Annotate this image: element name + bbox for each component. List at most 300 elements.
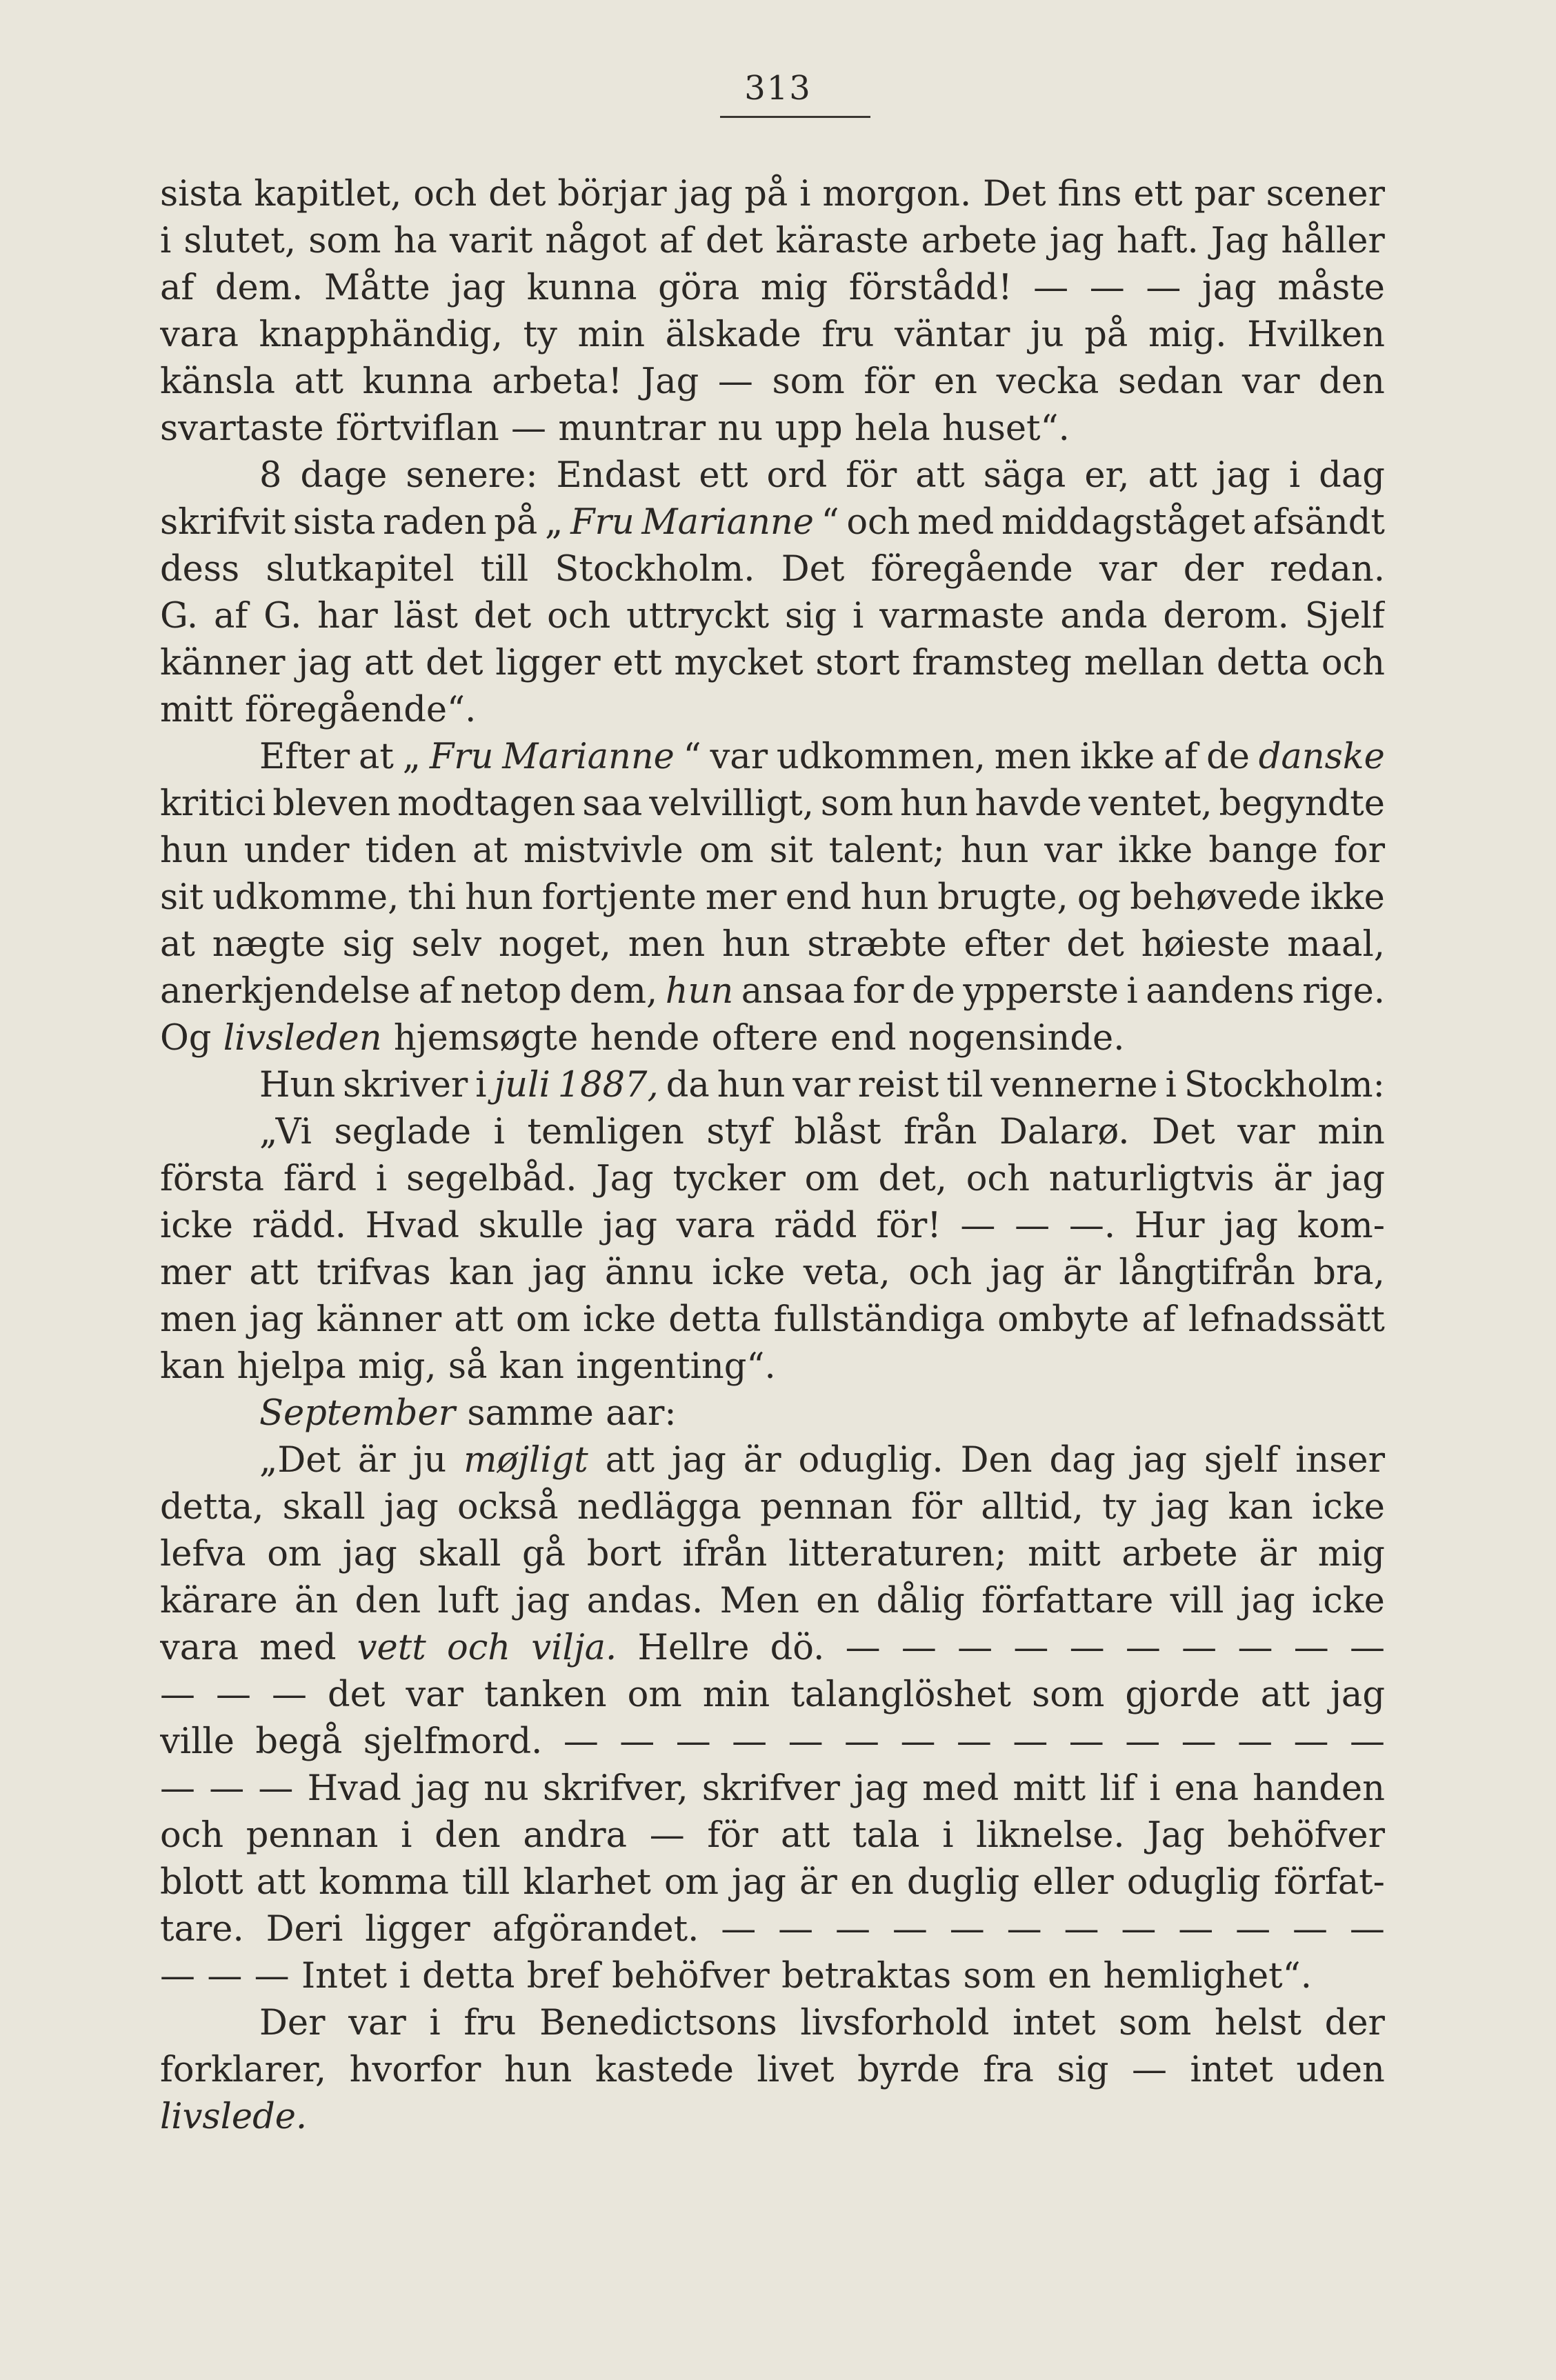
word: ett	[612, 643, 662, 683]
word: —	[563, 1721, 599, 1762]
word: jag	[342, 1534, 397, 1574]
word: „Vi	[259, 1112, 312, 1152]
word: —	[1237, 1628, 1273, 1668]
word: så	[448, 1346, 488, 1387]
word: haft.	[1116, 221, 1199, 261]
word: knapphändig,	[259, 314, 503, 355]
word: end	[830, 1018, 897, 1059]
word: var	[1237, 1112, 1295, 1152]
word: aar:	[606, 1393, 677, 1434]
word: skrifvit	[160, 502, 286, 543]
word: vill	[1170, 1581, 1224, 1621]
word: pennan	[760, 1487, 892, 1528]
word: blott	[160, 1862, 243, 1903]
text-line	[160, 828, 1385, 874]
word: selv	[411, 924, 482, 965]
word: svartaste	[160, 408, 324, 449]
word: Sjelf	[1304, 596, 1385, 637]
word: litteraturen;	[788, 1534, 1007, 1574]
word: oftere	[711, 1018, 819, 1059]
word: var	[792, 1065, 850, 1106]
word: varmaste	[879, 596, 1045, 637]
word: och	[846, 502, 910, 543]
word: at	[358, 737, 394, 777]
word: hun	[722, 924, 790, 965]
text-line	[160, 1203, 1385, 1250]
word: på	[744, 174, 788, 214]
word: —	[1033, 268, 1069, 308]
italic-word: juli	[494, 1065, 550, 1106]
word: ventet,	[1088, 783, 1213, 824]
word: dag	[1319, 455, 1385, 496]
word: kan	[1228, 1487, 1293, 1528]
word: är	[743, 1440, 781, 1481]
word: andra	[523, 1815, 628, 1856]
word: ligger	[365, 1909, 470, 1950]
word: säga	[983, 455, 1066, 496]
word: dag	[1049, 1440, 1116, 1481]
text-line	[160, 1531, 1385, 1578]
word: kan	[499, 1346, 564, 1387]
word: att	[454, 1299, 503, 1340]
word: den	[1319, 361, 1385, 402]
word: men	[994, 737, 1072, 777]
word: varit	[449, 221, 533, 261]
text-line	[160, 1766, 1385, 1812]
word: netop	[460, 971, 562, 1012]
word: jag	[515, 1581, 570, 1621]
word: lif	[1099, 1768, 1135, 1809]
word: jag	[678, 174, 733, 214]
word: rädd.	[252, 1206, 346, 1246]
word: —	[1181, 1628, 1217, 1668]
word: —	[1181, 1721, 1217, 1762]
word: —.	[1068, 1206, 1116, 1246]
word: och	[547, 596, 611, 637]
word: at	[472, 830, 508, 871]
word: huset“.	[942, 408, 1070, 449]
word: gjorde	[1125, 1674, 1240, 1715]
word: jag	[249, 1299, 304, 1340]
word: —	[160, 1768, 195, 1809]
word: men	[160, 1299, 237, 1340]
page-number-rule	[720, 116, 870, 118]
word: var	[1241, 361, 1300, 402]
word: hjemsøgte	[393, 1018, 579, 1059]
word: att	[363, 643, 414, 683]
word: det	[706, 221, 764, 261]
word: med	[259, 1628, 337, 1668]
word: första	[160, 1159, 265, 1199]
word: något	[545, 221, 647, 261]
word: för	[707, 1815, 759, 1856]
word: är	[357, 1440, 396, 1481]
word: —	[1293, 1721, 1329, 1762]
word: jag	[1330, 1159, 1385, 1199]
word: Deri	[266, 1909, 343, 1950]
word: från	[903, 1112, 977, 1152]
word: gå	[522, 1534, 566, 1574]
word: „	[544, 502, 563, 543]
word: arbete	[921, 221, 1037, 261]
word: Det	[983, 174, 1046, 214]
text-line	[160, 1719, 1385, 1766]
word: slutkapitel	[266, 549, 455, 590]
word: —	[1146, 268, 1181, 308]
word: —	[778, 1909, 814, 1950]
word: som	[308, 221, 381, 261]
text-line	[160, 312, 1385, 359]
word: velvilligt,	[649, 783, 814, 824]
word: jag	[854, 1768, 908, 1809]
word: jag	[532, 1252, 587, 1293]
word: jag	[383, 1487, 439, 1528]
word: par	[1194, 174, 1255, 214]
word: —	[900, 1721, 936, 1762]
word: dö.	[770, 1628, 825, 1668]
word: de	[1206, 737, 1250, 777]
word: —	[160, 1674, 195, 1715]
word: tycker	[672, 1159, 786, 1199]
word: handen	[1253, 1768, 1385, 1809]
italic-word: och	[447, 1628, 511, 1668]
word: jag	[1224, 1206, 1279, 1246]
word: måste	[1277, 268, 1385, 308]
text-line	[160, 406, 1385, 452]
word: min	[1317, 1112, 1385, 1152]
word: var	[710, 737, 768, 777]
word: Hun	[259, 1065, 336, 1106]
word: jag	[1240, 1581, 1295, 1621]
word: luft	[437, 1581, 499, 1621]
word: samme	[467, 1393, 594, 1434]
word: klarhet	[523, 1862, 651, 1903]
word: kärare	[160, 1581, 278, 1621]
word: reist	[857, 1065, 939, 1106]
word: tare.	[160, 1909, 244, 1950]
word: på	[1084, 314, 1128, 355]
word: —	[675, 1721, 711, 1762]
word: som	[772, 361, 845, 402]
word: Stockholm.	[555, 549, 755, 590]
word: afgörandet.	[492, 1909, 699, 1950]
word: bange	[1208, 830, 1318, 871]
word: ju	[1030, 314, 1064, 355]
word: om	[664, 1862, 719, 1903]
word: fru	[463, 2003, 517, 2043]
word: byrde	[857, 2050, 960, 2090]
word: kritici	[160, 783, 266, 824]
word: kan	[160, 1346, 226, 1387]
word: mer	[705, 877, 777, 918]
word: om	[267, 1534, 322, 1574]
word: mer	[160, 1252, 231, 1293]
word: slutet,	[183, 221, 297, 261]
word: detta,	[160, 1487, 264, 1528]
word: aandens	[1146, 971, 1295, 1012]
word: jag	[990, 1252, 1045, 1293]
word: bort	[586, 1534, 661, 1574]
text-line	[160, 265, 1385, 312]
word: —	[207, 1956, 243, 1997]
word: författare	[981, 1581, 1154, 1621]
word: icke	[1311, 1581, 1385, 1621]
word: stort	[815, 643, 900, 683]
word: att	[780, 1815, 830, 1856]
word: kunna	[362, 361, 473, 402]
word: —	[892, 1909, 928, 1950]
word: mitt	[1013, 1768, 1086, 1809]
word: blåst	[794, 1112, 881, 1152]
word: uttryckt	[626, 596, 770, 637]
word: —	[1237, 1721, 1273, 1762]
word: maal,	[1287, 924, 1385, 965]
text-line	[160, 1812, 1385, 1859]
word: och	[908, 1252, 972, 1293]
word: —	[1178, 1909, 1214, 1950]
word: är	[799, 1862, 837, 1903]
text-line	[160, 687, 1385, 734]
text-line	[160, 359, 1385, 406]
word: af	[214, 596, 248, 637]
word: de	[912, 971, 955, 1012]
word: som	[1032, 1674, 1105, 1715]
word: var	[406, 1674, 463, 1715]
word: färd	[283, 1159, 357, 1199]
word: middagståget	[1001, 502, 1246, 543]
word: —	[1064, 1909, 1099, 1950]
word: fru	[821, 314, 875, 355]
word: har	[317, 596, 378, 637]
word: min	[702, 1674, 770, 1715]
word: var	[348, 2003, 406, 2043]
word: vennerne	[990, 1065, 1158, 1106]
word: af	[1164, 737, 1198, 777]
word: att	[915, 455, 965, 496]
word: Intet	[301, 1956, 388, 1997]
word: morgon.	[822, 174, 972, 214]
word: bref	[526, 1956, 600, 1997]
word: och	[1321, 643, 1385, 683]
word: vara	[676, 1206, 755, 1246]
word: att	[1148, 455, 1197, 496]
text-line	[160, 2000, 1385, 2047]
text-line	[160, 2047, 1385, 2094]
word: känner	[160, 643, 286, 683]
word: mig	[1317, 1534, 1385, 1574]
word: att	[256, 1862, 306, 1903]
word: i	[1126, 971, 1138, 1012]
word: ha	[393, 221, 437, 261]
word: den	[355, 1581, 421, 1621]
italic-word: vett	[357, 1628, 426, 1668]
word: än	[294, 1581, 339, 1621]
word: —	[1069, 1628, 1105, 1668]
word: Hvad	[365, 1206, 460, 1246]
word: redan.	[1270, 549, 1385, 590]
word: dess	[160, 549, 240, 590]
text-line	[160, 968, 1385, 1015]
word: känsla	[160, 361, 276, 402]
word: skall	[418, 1534, 501, 1574]
word: i	[399, 1956, 410, 1997]
word: —	[949, 1909, 985, 1950]
word: en	[850, 1862, 894, 1903]
word: livsforhold	[800, 2003, 990, 2043]
word: sig	[1057, 2050, 1109, 2090]
word: för	[911, 1487, 963, 1528]
text-line	[160, 1672, 1385, 1719]
text-line	[160, 593, 1385, 640]
word: brugte,	[937, 877, 1068, 918]
word: Efter	[259, 737, 350, 777]
italic-word: Fru	[429, 737, 494, 777]
word: att	[249, 1252, 299, 1293]
word: Den	[960, 1440, 1033, 1481]
word: hende	[590, 1018, 700, 1059]
word: —	[957, 1628, 993, 1668]
word: sit	[160, 877, 203, 918]
word: Jag	[641, 361, 699, 402]
word: en	[1048, 1956, 1092, 1997]
word: —	[209, 1768, 245, 1809]
word: muntrar	[558, 408, 706, 449]
text-line	[160, 218, 1385, 265]
word: jag	[603, 1206, 658, 1246]
word: om	[699, 830, 754, 871]
word: rige.	[1302, 971, 1385, 1012]
word: jag	[415, 1768, 470, 1809]
italic-word: vilja.	[531, 1628, 617, 1668]
text-line	[160, 640, 1385, 687]
word: och	[966, 1159, 1030, 1199]
word: hun	[465, 877, 533, 918]
word: alltid,	[981, 1487, 1084, 1528]
text-line	[160, 1015, 1385, 1062]
word: mig	[760, 268, 828, 308]
word: Jag	[596, 1159, 654, 1199]
word: havde	[975, 783, 1082, 824]
word: upp	[775, 408, 843, 449]
text-line	[160, 781, 1385, 828]
word: efter	[964, 924, 1050, 965]
text-line	[160, 2094, 1385, 2141]
word: „Det	[259, 1440, 341, 1481]
word: är	[1259, 1534, 1297, 1574]
word: framsteg	[912, 643, 1072, 683]
word: sedan	[1118, 361, 1224, 402]
word: som	[963, 1956, 1036, 1997]
word: af	[1141, 1299, 1176, 1340]
word: —	[272, 1674, 307, 1715]
word: og	[1077, 877, 1121, 918]
word: —	[1293, 1909, 1328, 1950]
word: jag	[732, 1862, 786, 1903]
word: —	[619, 1721, 655, 1762]
word: saa	[582, 783, 643, 824]
word: —	[160, 1956, 195, 1997]
word: seglade	[334, 1112, 472, 1152]
word: förfat-	[1273, 1862, 1385, 1903]
word: —	[1006, 1909, 1042, 1950]
word: om	[515, 1299, 570, 1340]
text-line	[160, 1109, 1385, 1156]
word: väntar	[895, 314, 1010, 355]
word: —	[1121, 1909, 1157, 1950]
word: —	[956, 1721, 992, 1762]
word: udkommen,	[776, 737, 986, 777]
word: läst	[393, 596, 459, 637]
word: af	[418, 971, 452, 1012]
word: i	[493, 1112, 505, 1152]
text-line	[160, 1625, 1385, 1672]
word: mitt	[160, 690, 233, 730]
word: mig,	[358, 1346, 437, 1387]
word: er,	[1084, 455, 1130, 496]
word: mitt	[1028, 1534, 1101, 1574]
word: göra	[658, 268, 740, 308]
word: dålig	[876, 1581, 965, 1621]
italic-word: Fru	[570, 502, 635, 543]
word: hela	[854, 408, 930, 449]
word: nogensinde.	[908, 1018, 1125, 1059]
word: är	[1273, 1159, 1312, 1199]
word: noget,	[498, 924, 611, 965]
word: ord	[766, 455, 828, 496]
word: helst	[1215, 2003, 1302, 2043]
word: älskade	[665, 314, 801, 355]
word: —	[1349, 1909, 1385, 1950]
word: raden	[383, 502, 487, 543]
word: oduglig	[1126, 1862, 1261, 1903]
word: tiden	[365, 830, 457, 871]
word: vara	[160, 1628, 239, 1668]
word: Stockholm:	[1184, 1065, 1385, 1106]
word: af	[160, 268, 194, 308]
word: det	[473, 596, 532, 637]
word: ju	[412, 1440, 447, 1481]
word: intet	[1013, 2003, 1096, 2043]
word: talanglöshet	[790, 1674, 1012, 1715]
word: modtagen	[397, 783, 576, 824]
word: dem.	[215, 268, 303, 308]
word: kom-	[1297, 1206, 1385, 1246]
word: ikke	[1079, 737, 1155, 777]
word: nu	[717, 408, 764, 449]
word: dage	[300, 455, 388, 496]
word: icke	[712, 1252, 786, 1293]
word: inser	[1295, 1440, 1385, 1481]
word: ena	[1174, 1768, 1239, 1809]
word: i	[160, 221, 172, 261]
word: nedlägga	[577, 1487, 741, 1528]
word: “	[683, 737, 701, 777]
word: arbeta!	[492, 361, 623, 402]
word: som	[820, 783, 894, 824]
word: jag	[1155, 1487, 1210, 1528]
word: “	[821, 502, 839, 543]
word: sjelfmord.	[363, 1721, 543, 1762]
word: nu	[483, 1768, 529, 1809]
word: uden	[1296, 2050, 1385, 2090]
word: for	[852, 971, 904, 1012]
word: —	[258, 1768, 294, 1809]
word: detta	[1216, 643, 1310, 683]
word: sjelf	[1204, 1440, 1279, 1481]
word: anda	[1060, 596, 1148, 637]
word: tala	[852, 1815, 920, 1856]
text-line	[160, 546, 1385, 593]
